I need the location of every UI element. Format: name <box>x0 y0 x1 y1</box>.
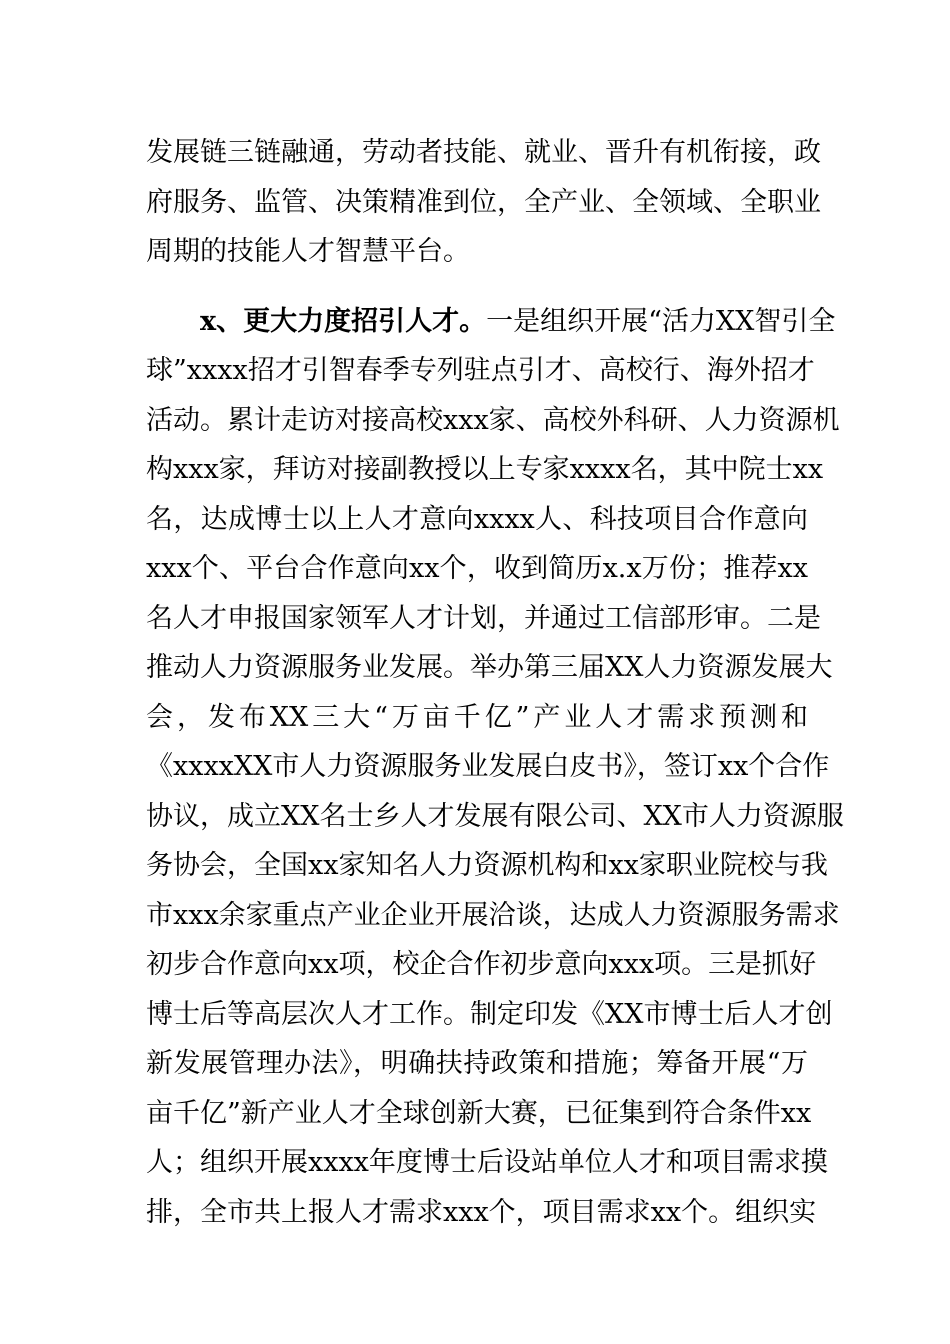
document-body <box>146 128 844 1237</box>
paragraph-line: 协议，成立XX名士乡人才发展有限公司、XX市人力资源服 <box>146 800 844 832</box>
paragraph-line: 构xxx家，拜访对接副教授以上专家xxxx名，其中院士xx <box>146 454 824 485</box>
paragraph-line: 府服务、监管、决策精准到位，全产业、全领域、全职业 <box>146 186 821 218</box>
paragraph-line: 名人才申报国家领军人才计划，并通过工信部形审。二是 <box>146 602 821 634</box>
paragraph-text: 一是组织开展“活力XX智引全 <box>486 305 836 337</box>
paragraph-line: 人；组织开展xxxx年度博士后设站单位人才和项目需求摸 <box>146 1147 828 1178</box>
paragraph-line: 新发展管理办法》，明确扶持政策和措施；筹备开展“万 <box>146 1048 808 1079</box>
paragraph-line: 初步合作意向xx项，校企合作初步意向xxx项。三是抓好 <box>146 949 817 980</box>
paragraph-first-line <box>146 297 836 347</box>
paragraph-line: 亩千亿”新产业人才全球创新大赛，已征集到符合条件xx <box>146 1097 812 1129</box>
paragraph-line: 活动。累计走访对接高校xxx家、高校外科研、人力资源机 <box>146 404 840 436</box>
paragraph-line: 务协会，全国xx家知名人力资源机构和xx家职业院校与我 <box>146 850 828 881</box>
paragraph-line: 名，达成博士以上人才意向xxxx人、科技项目合作意向 <box>146 503 808 535</box>
paragraph-line: 发展链三链融通，劳动者技能、就业、晋升有机衔接，政 <box>146 137 821 168</box>
paragraph-spacer <box>146 277 808 297</box>
paragraph-line: 市xxx余家重点产业企业开展洽谈，达成人力资源服务需求 <box>146 899 840 931</box>
paragraph-line: 周期的技能人才智慧平台。 <box>146 236 470 267</box>
paragraph-line: 球”xxxx招才引智春季专列驻点引才、高校行、海外招才 <box>146 355 815 386</box>
paragraph-line: xxx个、平台合作意向xx个，收到简历x.x万份；推荐xx <box>146 553 808 584</box>
paragraph-line: 排，全市共上报人才需求xxx个，项目需求xx个。组织实 <box>146 1196 817 1228</box>
paragraph-line: 博士后等高层次人才工作。制定印发《XX市博士后人才创 <box>146 998 833 1030</box>
paragraph-1 <box>146 128 821 277</box>
paragraph-line: 会，发布XX三大“万亩千亿”产业人才需求预测和 <box>146 701 808 733</box>
section-heading: x、更大力度招引人才。 <box>200 305 487 337</box>
paragraph-line: 推动人力资源服务业发展。举办第三届XX人力资源发展大 <box>146 652 833 683</box>
paragraph-line: 《xxxxXX市人力资源服务业发展白皮书》，签订xx个合作 <box>146 751 830 782</box>
paragraph-2 <box>146 297 844 1238</box>
